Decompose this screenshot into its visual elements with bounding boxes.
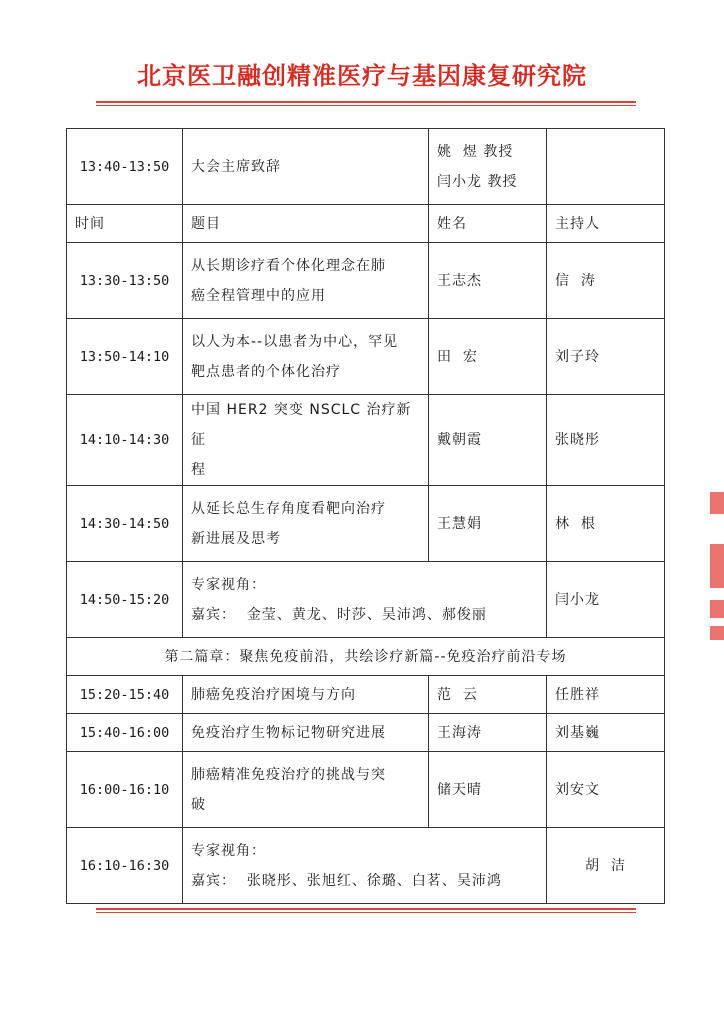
topic-line: 破 (191, 796, 206, 813)
table-row-expert-panel (67, 828, 665, 904)
topic-line: 以人为本--以患者为中心，罕见 (191, 333, 399, 350)
topic-cell (183, 319, 429, 395)
chair-cell: 刘安文 (547, 752, 665, 828)
name-cell: 田 宏 (429, 319, 547, 395)
time-cell: 14:30-14:50 (67, 486, 183, 562)
header-rule-thick (96, 101, 636, 103)
table-row (67, 243, 665, 319)
expert-panel-label: 专家视角： (191, 842, 266, 859)
table-row-opening (67, 129, 665, 205)
table-row (67, 319, 665, 395)
topic-cell (183, 752, 429, 828)
footer-rule-thin (96, 912, 636, 913)
expert-panel-cell (183, 828, 547, 904)
time-cell: 15:20-15:40 (67, 676, 183, 714)
table-row (67, 714, 665, 752)
footer-rule-thick (96, 908, 636, 910)
time-cell: 13:40-13:50 (67, 129, 183, 205)
chair-cell: 刘基巍 (547, 714, 665, 752)
table-row-expert-panel (67, 562, 665, 638)
table-header-row (67, 205, 665, 243)
time-cell: 13:50-14:10 (67, 319, 183, 395)
name-cell: 范 云 (429, 676, 547, 714)
name-cell: 储天晴 (429, 752, 547, 828)
time-cell: 15:40-16:00 (67, 714, 183, 752)
table-row (67, 676, 665, 714)
section-heading: 第二篇章：聚焦免疫前沿，共绘诊疗新篇--免疫治疗前沿专场 (67, 638, 665, 676)
time-cell: 16:00-16:10 (67, 752, 183, 828)
document-title: 北京医卫融创精准医疗与基因康复研究院 (137, 61, 587, 90)
topic-line: 肺癌精准免疫治疗的挑战与突 (191, 766, 386, 783)
seal-stamp-fragment (710, 544, 724, 588)
column-header-time: 时间 (67, 205, 183, 243)
topic-cell: 肺癌免疫治疗困境与方向 (183, 676, 429, 714)
chair-cell: 任胜祥 (547, 676, 665, 714)
name-cell: 王志杰 (429, 243, 547, 319)
guest-list: 嘉宾： 张晓彤、张旭红、徐璐、白茗、吴沛鸿 (191, 872, 502, 889)
time-cell: 16:10-16:30 (67, 828, 183, 904)
time-cell: 14:50-15:20 (67, 562, 183, 638)
chair-cell: 张晓彤 (547, 395, 665, 486)
table-row (67, 752, 665, 828)
guest-list: 嘉宾： 金莹、黄龙、时莎、吴沛鸿、郝俊丽 (191, 606, 487, 623)
expert-panel-label: 专家视角： (191, 576, 266, 593)
speaker-name: 姚 煜 教授 (437, 143, 514, 160)
chair-cell: 信 涛 (547, 243, 665, 319)
topic-cell: 免疫治疗生物标记物研究进展 (183, 714, 429, 752)
time-cell: 14:10-14:30 (67, 395, 183, 486)
seal-stamp-fragment (710, 492, 724, 514)
expert-panel-cell (183, 562, 547, 638)
table-row (67, 486, 665, 562)
chair-cell: 闫小龙 (547, 562, 665, 638)
topic-cell (183, 395, 429, 486)
topic-line: 从延长总生存角度看靶向治疗 (191, 500, 386, 517)
topic-line: 程 (191, 462, 206, 478)
name-cell (429, 129, 547, 205)
table-row (67, 395, 665, 486)
name-cell: 戴朝霞 (429, 395, 547, 486)
chair-cell (547, 129, 665, 205)
topic-cell (183, 486, 429, 562)
seal-stamp-fragment (710, 626, 724, 640)
speaker-name: 闫小龙 教授 (437, 173, 518, 190)
schedule-table (66, 128, 665, 904)
column-header-name: 姓名 (429, 205, 547, 243)
topic-line: 癌全程管理中的应用 (191, 287, 326, 304)
section-heading-row (67, 638, 665, 676)
topic-line: 靶点患者的个体化治疗 (191, 363, 341, 380)
chair-cell: 胡 洁 (547, 828, 665, 904)
time-cell: 13:30-13:50 (67, 243, 183, 319)
name-cell: 王慧娟 (429, 486, 547, 562)
column-header-chair: 主持人 (547, 205, 665, 243)
topic-cell (183, 243, 429, 319)
topic-line: 从长期诊疗看个体化理念在肺 (191, 257, 386, 274)
topic-line: 中国 HER2 突变 NSCLC 治疗新征 (191, 402, 412, 448)
seal-stamp-fragment (710, 600, 724, 618)
name-cell: 王海涛 (429, 714, 547, 752)
chair-cell: 刘子玲 (547, 319, 665, 395)
topic-cell: 大会主席致辞 (183, 129, 429, 205)
column-header-topic: 题目 (183, 205, 429, 243)
topic-line: 新进展及思考 (191, 530, 281, 547)
header-rule-thin (96, 105, 636, 106)
chair-cell: 林 根 (547, 486, 665, 562)
